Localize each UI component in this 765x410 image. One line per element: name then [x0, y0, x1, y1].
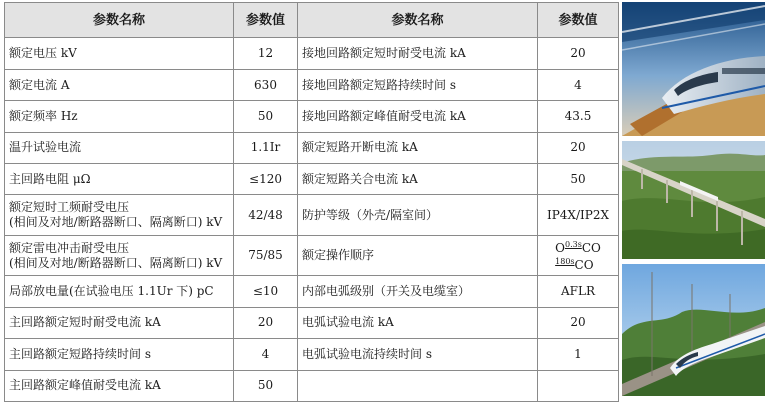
- param-value: 75/85: [234, 235, 298, 276]
- param-name: 内部电弧级别（开关及电缆室）: [298, 276, 538, 307]
- param-value: 50: [234, 370, 298, 401]
- param-name: [5, 235, 234, 276]
- seq-line-2: $^{180s}$CO: [555, 257, 594, 273]
- header-param-name-right: 参数名称: [298, 3, 538, 38]
- param-value: 20: [538, 307, 619, 338]
- param-name: 局部放电量(在试验电压 1.1Ur 下) pC: [5, 276, 234, 307]
- param-name: 接地回路额定峰值耐受电流 kA: [298, 101, 538, 132]
- param-name-line: (相间及对地/断路器断口、隔离断口) kV: [9, 255, 223, 270]
- param-value: 4: [234, 339, 298, 370]
- table-row: [5, 164, 619, 195]
- table-row: [5, 307, 619, 338]
- header-param-name-left: 参数名称: [5, 3, 234, 38]
- param-name: 防护等级（外壳/隔室间）: [298, 195, 538, 236]
- table-row: [5, 69, 619, 100]
- param-name: [5, 195, 234, 236]
- param-name-line: (相间及对地/断路器断口、隔离断口) kV: [9, 215, 223, 230]
- param-name: [298, 370, 538, 401]
- param-name: 额定电压 kV: [5, 38, 234, 69]
- param-name: 接地回路额定短时耐受电流 kA: [298, 38, 538, 69]
- param-value: 20: [538, 132, 619, 163]
- param-value: AFLR: [538, 276, 619, 307]
- table-row: [5, 339, 619, 370]
- param-value: ≤120: [234, 164, 298, 195]
- table-row: [5, 38, 619, 69]
- param-value: 12: [234, 38, 298, 69]
- header-param-value-right: 参数值: [538, 3, 619, 38]
- elevated-track-photo: [622, 264, 765, 396]
- table-row: [5, 235, 619, 276]
- param-name: 电弧试验电流 kA: [298, 307, 538, 338]
- param-name: 主回路额定短时耐受电流 kA: [5, 307, 234, 338]
- header-param-value-left: 参数值: [234, 3, 298, 38]
- parameter-table: [4, 2, 619, 402]
- param-value: 630: [234, 69, 298, 100]
- param-value: IP4X/IP2X: [538, 195, 619, 236]
- train-station-photo: [622, 2, 765, 136]
- operating-sequence-value: [538, 235, 619, 276]
- param-value: 20: [234, 307, 298, 338]
- param-name: 主回路电阻 μΩ: [5, 164, 234, 195]
- param-name: 电弧试验电流持续时间 s: [298, 339, 538, 370]
- param-name-line: 额定短时工频耐受电压: [9, 200, 130, 215]
- table-header-row: [5, 3, 619, 38]
- param-name: 温升试验电流: [5, 132, 234, 163]
- param-value: 1: [538, 339, 619, 370]
- param-value: 4: [538, 69, 619, 100]
- param-name: 额定频率 Hz: [5, 101, 234, 132]
- table-row: [5, 195, 619, 236]
- table-row: [5, 370, 619, 401]
- param-name: 主回路额定短路持续时间 s: [5, 339, 234, 370]
- operating-sequence: [555, 238, 601, 272]
- param-name-line: 额定雷电冲击耐受电压: [9, 240, 130, 255]
- param-value: 50: [538, 164, 619, 195]
- table-row: [5, 101, 619, 132]
- param-name: 接地回路额定短路持续时间 s: [298, 69, 538, 100]
- param-name: 额定电流 A: [5, 69, 234, 100]
- table-row: [5, 132, 619, 163]
- table-row: [5, 276, 619, 307]
- param-value: 1.1Ir: [234, 132, 298, 163]
- param-value: 50: [234, 101, 298, 132]
- param-value: [538, 370, 619, 401]
- param-value: 43.5: [538, 101, 619, 132]
- param-name: 主回路额定峰值耐受电流 kA: [5, 370, 234, 401]
- param-value: 20: [538, 38, 619, 69]
- viaduct-landscape-photo: [622, 141, 765, 259]
- param-name: 额定操作顺序: [298, 235, 538, 276]
- param-value: ≤10: [234, 276, 298, 307]
- param-name: 额定短路开断电流 kA: [298, 132, 538, 163]
- param-value: 42/48: [234, 195, 298, 236]
- seq-line-1: $O^{0.3s}CO$: [555, 240, 601, 256]
- param-name: 额定短路关合电流 kA: [298, 164, 538, 195]
